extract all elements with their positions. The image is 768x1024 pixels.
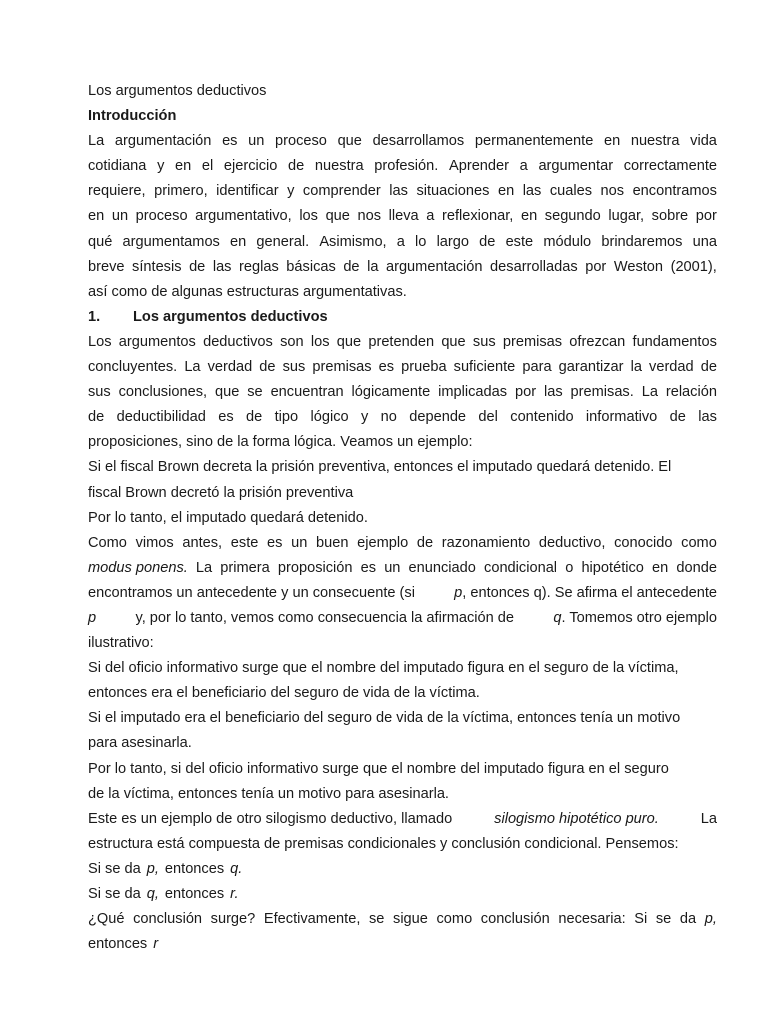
word: como: [436, 911, 473, 928]
word: permanentemente: [474, 133, 594, 150]
word: surge?: [210, 911, 256, 928]
justified-line: [88, 154, 717, 179]
word: implicadas: [438, 384, 508, 401]
justified-line: [88, 204, 717, 229]
word: lógicamente: [351, 384, 431, 401]
word: por: [585, 258, 607, 275]
word: nos: [357, 208, 382, 225]
word: premisas: [312, 359, 372, 376]
word: profesión.: [374, 158, 439, 175]
word: a: [426, 208, 435, 225]
text-segment: encontramos un antecedente y un consecuente (si: [88, 584, 415, 601]
word: las: [698, 409, 717, 426]
word: ofrezcan: [569, 333, 626, 350]
paragraph-last-line: ilustrativo:: [88, 635, 154, 652]
word: que: [441, 333, 466, 350]
word: para: [522, 359, 552, 376]
text-segment: La: [700, 810, 717, 827]
word: requiere,: [88, 183, 146, 200]
word: un: [248, 133, 265, 150]
word: en: [497, 183, 515, 200]
word: un: [384, 559, 401, 576]
text-segment: y, por lo tanto, vemos como consecuencia la afirmación de: [135, 609, 515, 626]
word: de: [343, 258, 360, 275]
word: donde: [676, 559, 717, 576]
word: verdad: [207, 359, 253, 376]
word: Como: [88, 534, 127, 551]
word: conclusión: [133, 911, 203, 928]
justified-line: [88, 807, 717, 832]
word: de: [189, 258, 206, 275]
word: del: [478, 409, 498, 426]
word: de: [288, 158, 305, 175]
word: es: [222, 133, 238, 150]
justified-line: [88, 531, 717, 556]
example-premise: Si el fiscal Brown decreta la prisión preventiva, entonces el imputado quedará detenido. El: [88, 459, 672, 476]
word: los: [299, 208, 318, 225]
variable-p: p: [88, 609, 97, 626]
word: la: [630, 359, 642, 376]
word: argumentación: [114, 133, 212, 150]
word: que: [337, 133, 362, 150]
word: depende: [409, 409, 467, 426]
deductive-paragraph: [88, 330, 717, 455]
word: encontramos: [632, 183, 717, 200]
word: reflexionar,: [441, 208, 514, 225]
word: desarrollamos: [372, 133, 465, 150]
word: Asimismo,: [319, 233, 387, 250]
word: Si: [634, 911, 648, 928]
word: las: [212, 258, 232, 275]
intro-heading: Introducción: [88, 108, 177, 125]
paragraph-last-line: así como de algunas estructuras argumentativas.: [88, 283, 407, 300]
word: se: [655, 911, 672, 928]
word: conclusiones,: [118, 384, 208, 401]
word: breve: [88, 258, 125, 275]
word: una: [692, 233, 717, 250]
word: en: [520, 208, 538, 225]
word: proceso: [135, 208, 188, 225]
word: ¿Qué: [88, 911, 125, 928]
word: prueba: [401, 359, 447, 376]
word: segundo: [544, 208, 601, 225]
word: lo: [415, 233, 427, 250]
word: sobre: [651, 208, 689, 225]
word: deductivos: [203, 333, 273, 350]
word: suficiente: [453, 359, 516, 376]
word: tipo: [274, 409, 299, 426]
word: este: [230, 534, 259, 551]
justified-line: [88, 230, 717, 255]
word: a: [396, 233, 405, 250]
italic-term: modus ponens.: [88, 559, 188, 576]
justified-line: [88, 581, 717, 606]
justified-line: [88, 255, 717, 280]
word: básicas: [286, 258, 336, 275]
word: no: [380, 409, 397, 426]
word: necesaria:: [558, 911, 626, 928]
word: La: [195, 559, 213, 576]
word: La: [184, 359, 201, 376]
word: da: [679, 911, 697, 928]
example-premise: Si el imputado era el beneficiario del seguro de vida de la víctima, entonces tenía un motivo: [88, 710, 681, 727]
word: desarrolladas: [490, 258, 578, 275]
word: informativo: [585, 409, 658, 426]
word: las: [543, 384, 563, 401]
word: y: [157, 158, 165, 175]
section-title: Los argumentos deductivos: [133, 308, 328, 325]
word: de: [479, 233, 496, 250]
word: se: [369, 911, 385, 928]
word: largo: [436, 233, 470, 250]
word: identificar: [216, 183, 279, 200]
word: concluyentes.: [88, 359, 178, 376]
word: argumentación: [385, 258, 483, 275]
word: contenido: [510, 409, 574, 426]
word: es: [378, 359, 395, 376]
word: cotidiana: [88, 158, 147, 175]
example-premise: fiscal Brown decretó la prisión preventiva: [88, 484, 354, 501]
example-conclusion: Por lo tanto, si del oficio informativo surge que el nombre del imputado figura en el seguro: [88, 760, 669, 777]
word: un: [291, 534, 308, 551]
word: que: [214, 384, 240, 401]
section-number: 1.: [88, 308, 101, 325]
word: lógico: [310, 409, 349, 426]
word: argumentamos: [122, 233, 220, 250]
word: argumentativo,: [195, 208, 292, 225]
word: garantizar: [558, 359, 624, 376]
justified-line: [88, 330, 717, 355]
word: la: [367, 258, 379, 275]
word: de: [88, 409, 105, 426]
word: primero,: [154, 183, 208, 200]
document-title: Los argumentos deductivos: [88, 83, 267, 99]
word: ejercicio: [223, 158, 278, 175]
section-heading: [88, 305, 717, 330]
word: pretenden: [368, 333, 435, 350]
word: sus: [282, 359, 306, 376]
word: primera: [220, 559, 270, 576]
word: nuestra: [630, 133, 680, 150]
word: vida: [690, 133, 717, 150]
word: o: [565, 559, 574, 576]
word: es: [218, 409, 234, 426]
word: argumentar: [538, 158, 614, 175]
word: de: [246, 409, 263, 426]
word: sus: [472, 333, 496, 350]
word: antes,: [182, 534, 223, 551]
word: comprender: [302, 183, 381, 200]
word: de: [700, 359, 717, 376]
justified-line: [88, 606, 717, 631]
word: a: [519, 158, 528, 175]
word: La: [88, 133, 105, 150]
word: como: [681, 534, 717, 551]
word: que: [325, 208, 350, 225]
modus-ponens-paragraph: [88, 531, 717, 656]
justified-line: [88, 355, 717, 380]
variable-q: q: [553, 609, 562, 626]
word: situaciones: [416, 183, 490, 200]
word: proceso: [275, 133, 327, 150]
example-conclusion: Por lo tanto, el imputado quedará detenido.: [88, 509, 368, 526]
word: y: [360, 409, 369, 426]
word: vimos: [135, 534, 174, 551]
word: de: [416, 534, 434, 551]
word: premisas: [502, 333, 563, 350]
word: en: [230, 233, 247, 250]
word: enunciado: [408, 559, 476, 576]
word: cuales: [549, 183, 593, 200]
word: en: [175, 158, 192, 175]
word: es: [267, 534, 283, 551]
word: fundamentos: [632, 333, 717, 350]
syllogism-paragraph: [88, 807, 717, 857]
premise-line: Si se da p, entonces q.: [88, 860, 243, 877]
paragraph-last-line: estructura está compuesta de premisas condicionales y conclusión condicional. Pensemos:: [88, 835, 679, 852]
word: relación: [665, 384, 717, 401]
word: en: [88, 208, 105, 225]
word: conclusión: [480, 911, 550, 928]
text-segment: , entonces q). Se afirma el antecedente: [462, 584, 717, 601]
word: módulo: [543, 233, 592, 250]
word: las: [389, 183, 408, 200]
example-premise: Si del oficio informativo surge que el nombre del imputado figura en el seguro de la víctima,: [88, 660, 679, 677]
word: sus: [88, 384, 111, 401]
word: de: [669, 409, 686, 426]
word: encuentran: [270, 384, 344, 401]
intro-paragraph: [88, 129, 717, 305]
word: condicional: [484, 559, 558, 576]
word: ejemplo: [357, 534, 409, 551]
word: premisas.: [570, 384, 634, 401]
word: de: [259, 359, 276, 376]
word: y: [287, 183, 295, 200]
word: nuestra: [314, 158, 364, 175]
word: general.: [256, 233, 310, 250]
word: en: [652, 559, 669, 576]
text-segment: . Tomemos otro ejemplo: [561, 609, 717, 626]
example-conclusion: de la víctima, entonces tenía un motivo para asesinarla.: [88, 785, 449, 802]
justified-line: [88, 556, 717, 581]
justified-line: [88, 129, 717, 154]
word: Aprender: [448, 158, 510, 175]
word: deductivo,: [538, 534, 606, 551]
text-segment: Este es un ejemplo de otro silogismo deductivo, llamado: [88, 810, 453, 827]
word: correctamente: [623, 158, 717, 175]
word: p,: [704, 911, 717, 928]
word: qué: [88, 233, 113, 250]
paragraph-last-line: proposiciones, sino de la forma lógica. Veamos un ejemplo:: [88, 434, 473, 451]
word: por: [514, 384, 537, 401]
word: nos: [600, 183, 625, 200]
document-page: [88, 79, 717, 957]
word: por: [695, 208, 717, 225]
word: este: [505, 233, 534, 250]
word: Weston: [613, 258, 664, 275]
word: La: [641, 384, 658, 401]
word: síntesis: [132, 258, 182, 275]
justified-line: [88, 907, 717, 932]
variable-p: p: [454, 584, 463, 601]
premise-line: Si se da q, entonces r.: [88, 886, 239, 902]
word: buen: [316, 534, 349, 551]
word: conocido: [614, 534, 673, 551]
word: lugar,: [608, 208, 645, 225]
example-premise: entonces era el beneficiario del seguro de vida de la víctima.: [88, 685, 480, 702]
word: sigue: [393, 911, 428, 928]
word: lleva: [388, 208, 419, 225]
word: Los: [88, 333, 112, 350]
word: razonamiento: [441, 534, 531, 551]
justified-line: [88, 179, 717, 204]
word: verdad: [649, 359, 694, 376]
word: (2001),: [670, 258, 717, 275]
word: es: [360, 559, 377, 576]
word: un: [111, 208, 129, 225]
word: argumentos: [118, 333, 196, 350]
word: las: [522, 183, 542, 200]
word: que: [336, 333, 362, 350]
justified-line: [88, 380, 717, 405]
paragraph-last-line: entonces r: [88, 936, 159, 953]
example-premise: para asesinarla.: [88, 735, 192, 752]
word: proposición: [277, 559, 353, 576]
word: los: [310, 333, 330, 350]
word: reglas: [239, 258, 279, 275]
word: son: [280, 333, 304, 350]
word: Efectivamente,: [263, 911, 361, 928]
word: el: [201, 158, 214, 175]
word: brindaremos: [601, 233, 683, 250]
word: en: [603, 133, 621, 150]
word: deductibilidad: [116, 409, 206, 426]
word: se: [247, 384, 263, 401]
italic-term: silogismo hipotético puro.: [494, 810, 659, 827]
word: hipotético: [581, 559, 644, 576]
justified-line: [88, 405, 717, 430]
